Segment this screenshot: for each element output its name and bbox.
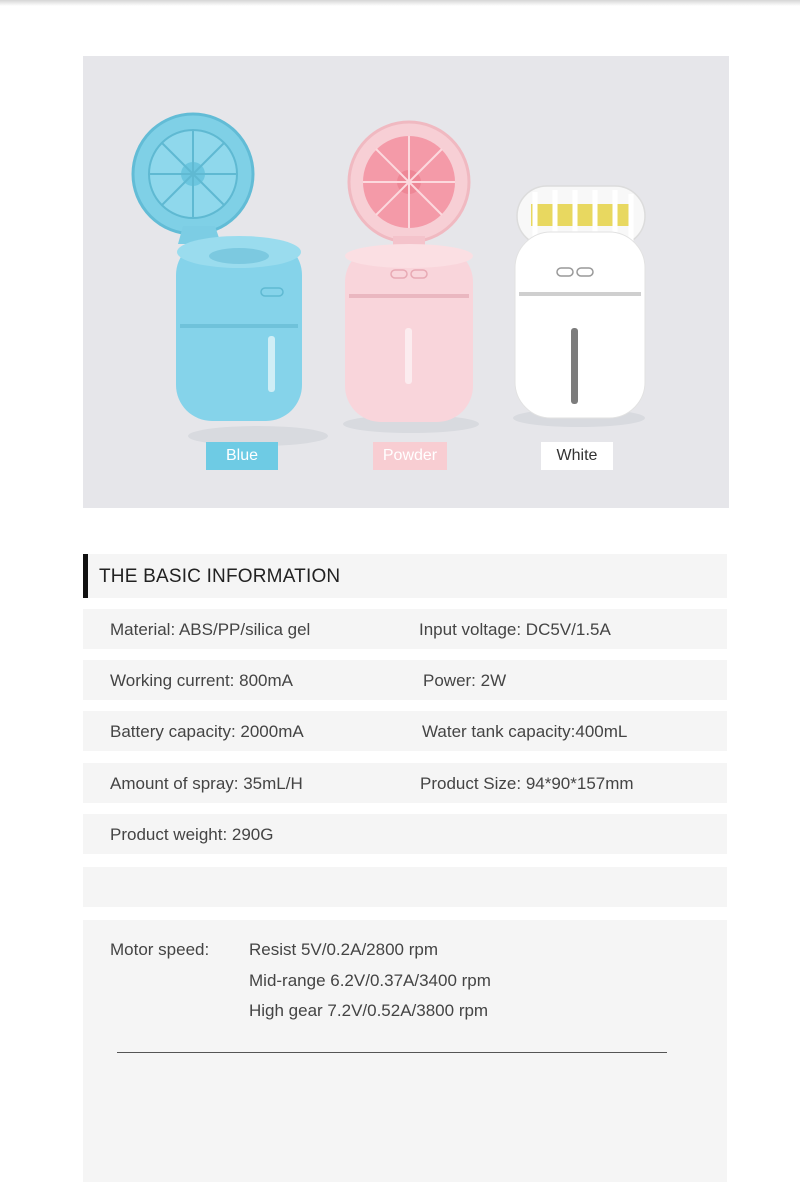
spec-row	[83, 660, 727, 700]
spec-battery-capacity: Battery capacity: 2000mA	[110, 722, 304, 741]
product-image-panel	[83, 56, 729, 508]
product-illustration	[83, 56, 729, 508]
spec-row	[83, 763, 727, 803]
spec-spray-amount: Amount of spray: 35mL/H	[110, 774, 303, 793]
white-fan-product	[513, 186, 645, 427]
spec-product-size: Product Size: 94*90*157mm	[420, 774, 634, 793]
top-shadow	[0, 0, 800, 6]
spec-product-weight: Product weight: 290G	[110, 825, 274, 844]
color-label-white: White	[541, 442, 613, 470]
pink-fan-product	[343, 122, 479, 433]
spec-row	[83, 814, 727, 854]
motor-speed-line: Mid-range 6.2V/0.37A/3400 rpm	[249, 971, 491, 990]
motor-speed-box	[83, 920, 727, 1182]
spec-water-tank: Water tank capacity:400mL	[422, 722, 628, 741]
section-header	[83, 554, 727, 598]
color-label-blue: Blue	[206, 442, 278, 470]
spec-row	[83, 711, 727, 751]
spec-input-voltage: Input voltage: DC5V/1.5A	[419, 620, 611, 639]
header-accent-bar	[83, 554, 88, 598]
section-title: THE BASIC INFORMATION	[99, 566, 341, 587]
spec-working-current: Working current: 800mA	[110, 671, 293, 690]
spec-power: Power: 2W	[423, 671, 507, 690]
blue-fan-product	[133, 114, 328, 446]
spec-material: Material: ABS/PP/silica gel	[110, 620, 311, 639]
motor-speed-label: Motor speed:	[110, 940, 210, 959]
spec-row-empty	[83, 867, 727, 907]
color-label-powder: Powder	[373, 442, 447, 470]
motor-speed-line: High gear 7.2V/0.52A/3800 rpm	[249, 1001, 489, 1020]
divider-line	[117, 1052, 667, 1053]
motor-speed-line: Resist 5V/0.2A/2800 rpm	[249, 940, 438, 959]
spec-row	[83, 609, 727, 649]
